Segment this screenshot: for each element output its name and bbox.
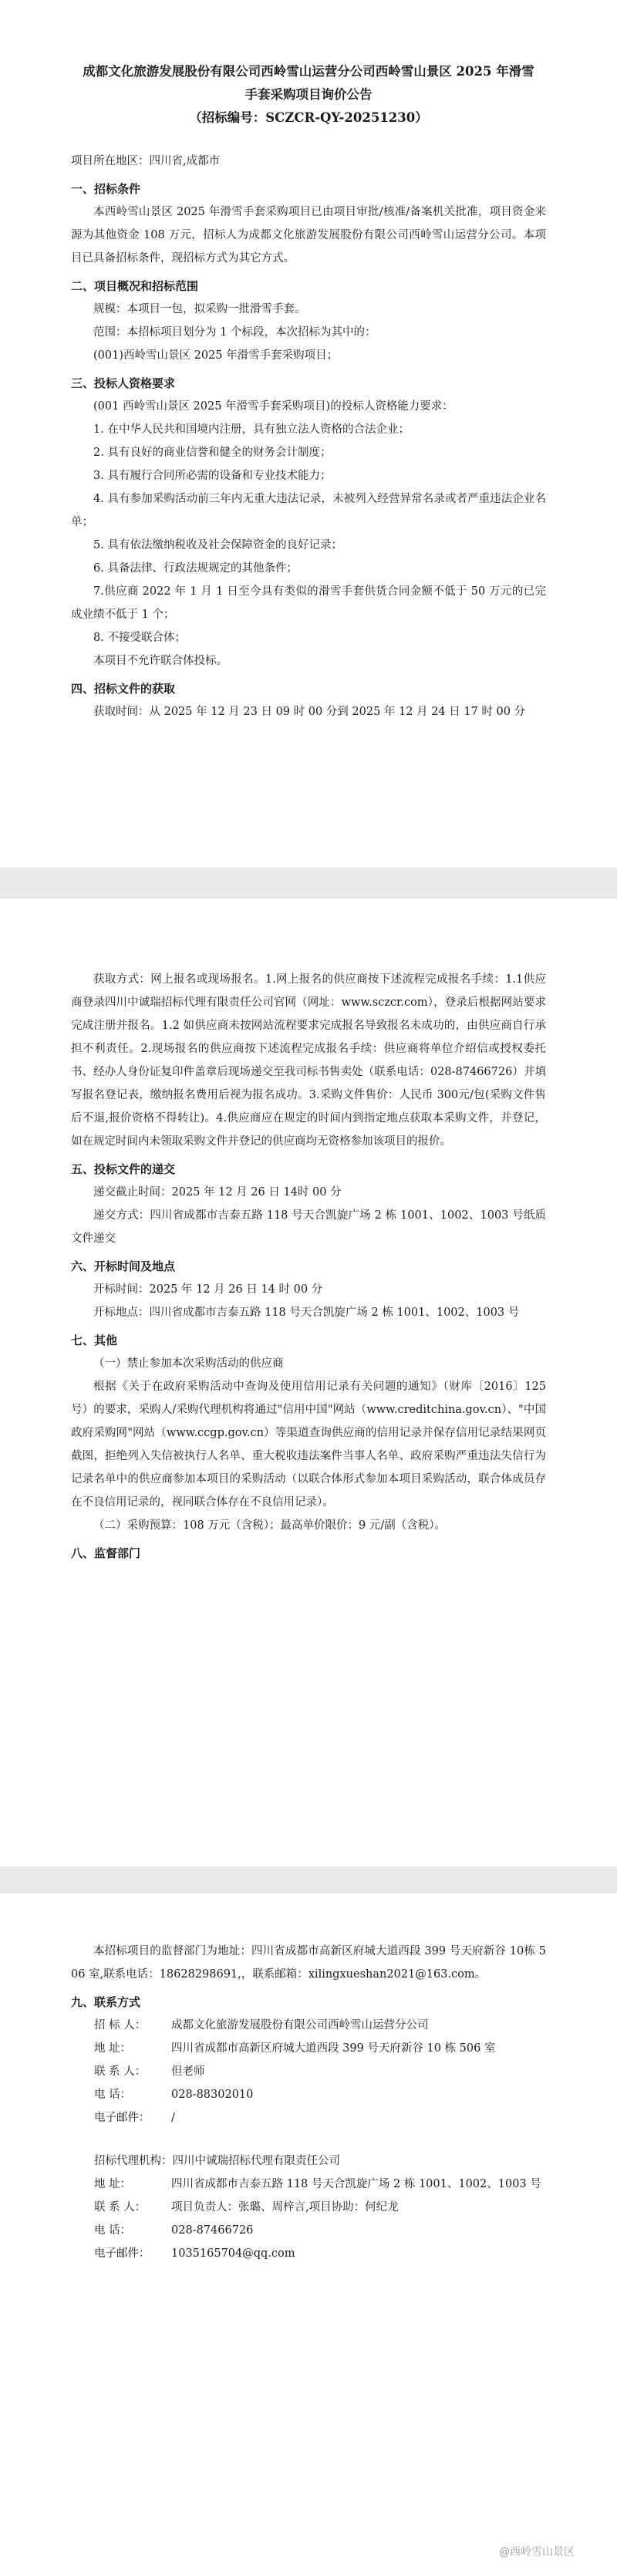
- contact-key: 电 话：: [94, 2224, 132, 2237]
- section-heading-3: 三、投标人资格要求: [71, 376, 176, 390]
- section-heading-6: 六、开标时间及地点: [71, 1259, 176, 1273]
- qualification-item: 2. 具有良好的商业信誉和健全的财务会计制度；: [93, 447, 332, 459]
- credit-check-body: 根据《关于在政府采购活动中查询及使用信用记录有关问题的通知》（财库〔2016〕125 号）的要求，采购人/采购代理机构将通过"信用中国"网站（www.creditchina.gov.cn）、"中国政府采购网"网站（www.ccgp.gov.cn）等渠道查询供应商的信用记录并保存信用记录结果网页截图，拒绝列入失信被执行人名单、重大税收违法案件当事人名单、政府采购严重违法失信行为记录名单中的供应商参加本项目的采购活动（以联合体形式参加本项目采购活动，联合体成员存在不良信用记录的，视同联合体存在不良信用记录）。: [71, 1381, 546, 1509]
- contact-key: 招标代理机构：: [94, 2155, 173, 2167]
- contact-key: 电子邮件：: [94, 2112, 150, 2124]
- contact-value: 四川省成都市高新区府城大道西段 399 号天府新谷 10 栋 506 室: [171, 2042, 496, 2055]
- tenderer-contact: [71, 2014, 546, 2129]
- contact-key: 地 址：: [94, 2178, 132, 2190]
- contact-key: 电子邮件：: [94, 2247, 150, 2260]
- section-heading-8: 八、监督部门: [71, 1546, 141, 1560]
- contact-key: 地 址：: [94, 2042, 132, 2055]
- section-heading-7: 七、其他: [71, 1334, 118, 1347]
- document-page-2: [0, 899, 617, 1866]
- submission-place: 递交方式：四川省成都市吉泰五路 118 号天合凯旋广场 2 栋 1001、1002、1003 号纸质文件递交: [71, 1209, 546, 1245]
- contact-value: 四川省成都市吉泰五路 118 号天合凯旋广场 2 栋 1001、1002、1003 号: [171, 2178, 541, 2190]
- weibo-watermark: @西岭雪山景区: [499, 2546, 575, 2558]
- section-heading-2: 二、项目概况和招标范围: [71, 279, 199, 293]
- qualification-item: 5. 具有依法缴纳税收及社会保障资金的良好记录；: [93, 539, 342, 551]
- contact-value: 028-88302010: [171, 2089, 254, 2101]
- submission-deadline: 递交截止时间：2025 年 12 月 26 日 14时 00 分: [93, 1186, 342, 1199]
- opening-time: 开标时间：2025 年 12 月 26 日 14 时 00 分: [93, 1283, 323, 1296]
- consortium-note: 本项目不允许联合体投标。: [93, 655, 228, 667]
- agency-contact: [71, 2149, 546, 2265]
- qualification-item: 7.供应商 2022 年 1 月 1 日至今具有类似的滑雪手套供货合同金额不低于 50 万元的已完成业绩不低于 1 个；: [71, 585, 546, 621]
- contact-value: 项目负责人：张璐、周梓言,项目协助：何纪龙: [171, 2201, 399, 2214]
- budget-line: （二）采购预算：108 万元（含税）；最高单价限价：9 元/副（含税）。: [93, 1519, 447, 1532]
- supervision-body: 本招标项目的监督部门为地址：四川省成都市高新区府城大道西段 399 号天府新谷 10栋 506 室,联系电话：18628298691,，联系邮箱：xilingxueshan2021@163.com。: [71, 1945, 546, 1981]
- other-subheading-1: （一）禁止参加本次采购活动的供应商: [93, 1357, 284, 1370]
- opening-place: 开标地点：四川省成都市吉泰五路 118 号天合凯旋广场 2 栋 1001、1002、1003 号: [93, 1307, 520, 1319]
- qualification-intro: (001 西岭雪山景区 2025 年滑雪手套采购项目)的投标人资格能力要求：: [93, 400, 453, 413]
- project-scale: 规模：本项目一包，拟采购一批滑雪手套。: [93, 303, 306, 315]
- section-heading-9: 九、联系方式: [71, 1995, 141, 2009]
- contact-key: 联 系 人：: [94, 2201, 147, 2214]
- contact-value: 028-87466726: [171, 2224, 254, 2237]
- document-title: [79, 60, 538, 130]
- project-lot: (001)西岭雪山景区 2025 年滑雪手套采购项目；: [93, 349, 339, 362]
- contact-value: 成都文化旅游发展股份有限公司西岭雪山运营分公司: [171, 2019, 429, 2031]
- contact-value: /: [171, 2112, 175, 2124]
- document-page-1: [0, 0, 617, 868]
- acquisition-method: 获取方式：网上报名或现场报名。1.网上报名的供应商按下述流程完成报名手续：1.1供应商登录四川中诚瑞招标代理有限责任公司官网（网址：www.sczcr.com），登录后根据网站要求完成注册并报名。1.2 如供应商未按网站流程要求完成报名导致报名未成功的，由供应商自行承担不利责任。2.现场报名的供应商按下述流程完成报名手续：供应商将单位介绍信或授权委托书、经办人身份证复印件盖章后现场递交至我司标书售卖处（联系电话：028-87466726）并填写报名登记表，缴纳报名费用后视为报名成功。3.采购文件售价：人民币 300元/包(采购文件售后不退,报价资格不得转让)。4.供应商应在规定的时间内到指定地点获取本采购文件，并登记，如在规定时间内未领取采购文件并登记的供应商均无资格参加该项目的报价。: [71, 973, 546, 1148]
- qualification-item: 1. 在中华人民共和国境内注册，具有独立法人资格的合法企业；: [93, 423, 410, 436]
- contact-value: 四川中诚瑞招标代理有限责任公司: [172, 2155, 340, 2167]
- section-1-body: 本西岭雪山景区 2025 年滑雪手套采购项目已由项目审批/核准/备案机关批准，项目资金来源为其他资金 108 万元，招标人为成都文化旅游发展股份有限公司西岭雪山运营分公司。本项目已具备招标条件，现招标方式为其它方式。: [71, 206, 546, 265]
- section-heading-1: 一、招标条件: [71, 182, 141, 196]
- contact-key: 联 系 人：: [94, 2065, 147, 2078]
- project-location: 项目所在地区：四川省,成都市: [71, 155, 221, 167]
- project-range: 范围：本招标项目划分为 1 个标段，本次招标为其中的：: [93, 326, 376, 339]
- tender-code: （招标编号：SCZCR-QY-20251230）: [189, 110, 428, 125]
- section-heading-4: 四、招标文件的获取: [71, 682, 176, 696]
- qualification-item: 3. 具有履行合同所必需的设备和专业技术能力；: [93, 470, 332, 482]
- qualification-item: 6. 具备法律、行政法规规定的其他条件；: [93, 562, 298, 575]
- qualification-item: 8. 不接受联合体；: [93, 632, 186, 644]
- qualification-item: 4. 具有参加采购活动前三年内无重大违法记录，未被列入经营异常名录或者严重违法企业名单；: [71, 493, 546, 528]
- title-text: 成都文化旅游发展股份有限公司西岭雪山运营分公司西岭雪山景区 2025 年滑雪手套采购项目询价公告: [83, 64, 534, 102]
- contact-value: 但老师: [171, 2065, 205, 2078]
- contact-key: 招 标 人：: [94, 2019, 147, 2031]
- document-page-3: [0, 1893, 617, 2576]
- contact-key: 电 话：: [94, 2089, 132, 2101]
- contact-value: 1035165704@qq.com: [171, 2247, 295, 2260]
- section-heading-5: 五、投标文件的递交: [71, 1162, 176, 1176]
- acquisition-time: 获取时间：从 2025 年 12 月 23 日 09 时 00 分到 2025 年 12 月 24 日 17 时 00 分: [93, 706, 526, 718]
